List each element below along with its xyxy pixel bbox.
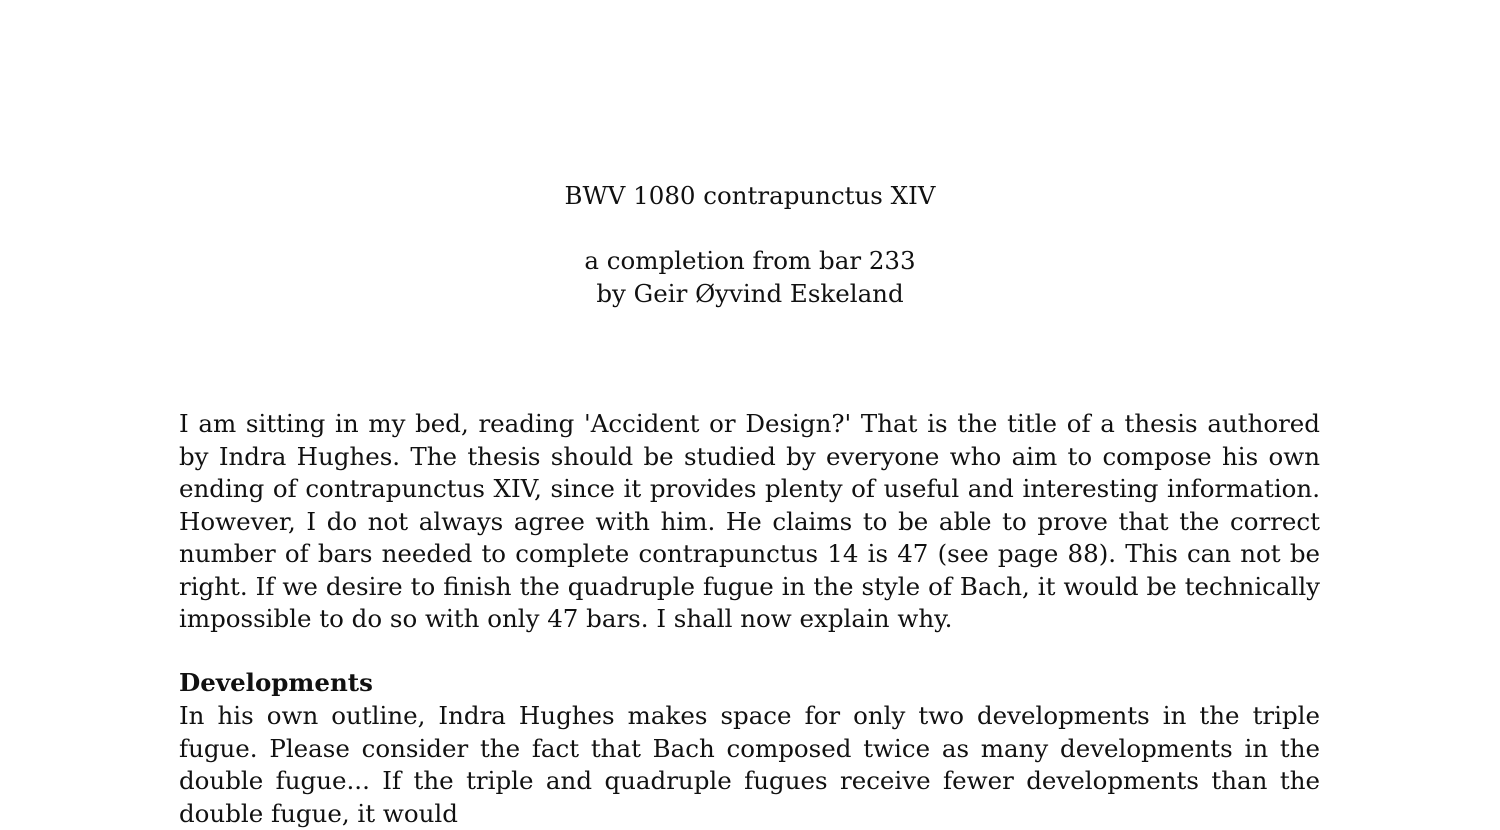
body-paragraph: I am sitting in my bed, reading 'Accident or Design?' That is the title of a thesis authored by Indra Hughes. The thesis should be studied by everyone who aim to compose his own ending of contrapunctus XIV, since it provides plenty of useful and interesting information. However, I do not always agree with him. He claims to be able to prove that the correct number of bars needed to complete contrapunctus 14 is 47 (see page 88). This can not be right. If we desire to finish the quadruple fugue in the style of Bach, it would be technically impossible to do so with only 47 bars. I shall now explain why. (179, 409, 1320, 633)
document-subtitle: a completion from bar 233 (584, 246, 916, 275)
section-heading: Developments (179, 668, 373, 697)
document-title: BWV 1080 contrapunctus XIV (564, 181, 936, 210)
body-paragraph: In his own outline, Indra Hughes makes space for only two developments in the triple fugue. Please consider the fact that Bach composed twice as many developments in the double fugue... If the triple and quadruple fugues receive fewer developments than the double fugue, it would (179, 701, 1320, 828)
document-author: by Geir Øyvind Eskeland (596, 279, 904, 308)
